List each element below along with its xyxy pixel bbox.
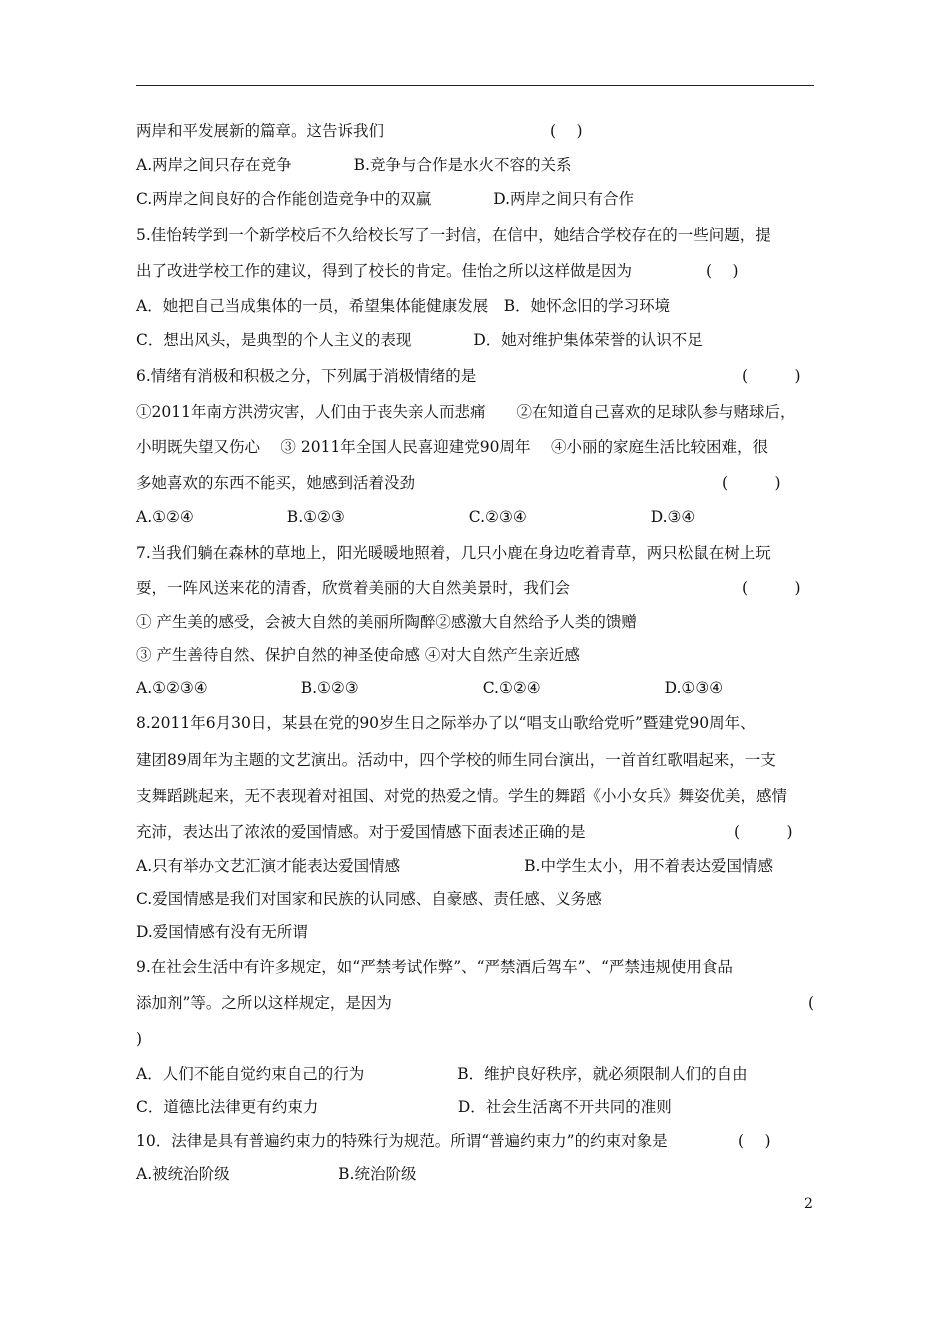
answer-bracket: ( ): [550, 122, 583, 140]
option-line: A.①②④ B.①②③ C.②③④ D.③④: [136, 508, 696, 526]
header-rule: [136, 85, 814, 86]
option-line: A.①②③④ B.①②③ C.①②④ D.①③④: [136, 679, 724, 697]
page-number: 2: [804, 1196, 813, 1212]
text-line: 耍，一阵风送来花的清香，欣赏着美丽的大自然美景时，我们会: [136, 579, 571, 597]
option-line: C.两岸之间良好的合作能创造竞争中的双赢 D.两岸之间只有合作: [136, 190, 635, 208]
text-line: 充沛，表达出了浓浓的爱国情感。对于爱国情感下面表述正确的是: [136, 823, 586, 841]
text-line: 两岸和平发展新的篇章。这告诉我们: [136, 122, 385, 140]
answer-bracket: ( ): [706, 262, 739, 280]
text-line: ① 产生美的感受，会被大自然的美丽所陶醉②感激大自然给予人类的馈赠: [136, 613, 637, 631]
question-8-text: 8.2011年6月30日，某县在党的90岁生日之际举办了以“唱支山歌给党听”暨建党90周年、: [136, 714, 756, 732]
option-line: A.两岸之间只存在竞争 B.竞争与合作是水火不容的关系: [136, 156, 572, 174]
option-line: A.只有举办文艺汇演才能表达爱国情感 B.中学生太小，用不着表达爱国情感: [136, 857, 773, 875]
option-line: D.爱国情感有没有无所谓: [136, 923, 308, 941]
option-line: C.爱国情感是我们对国家和民族的认同感、自豪感、责任感、义务感: [136, 890, 602, 908]
text-line: 添加剂”等。之所以这样规定，是因为: [136, 994, 392, 1012]
text-line: 支舞蹈跳起来，无不表现着对祖国、对党的热爱之情。学生的舞蹈《小小女兵》舞姿优美，感情: [136, 787, 788, 805]
question-9-text: 9.在社会生活中有许多规定，如“严禁考试作弊”、“严禁酒后驾车”、“严禁违规使用食品: [136, 958, 733, 976]
question-5-text: 5.佳怡转学到一个新学校后不久给校长写了一封信，在信中，她结合学校存在的一些问题，提: [136, 226, 771, 244]
answer-bracket: (: [808, 994, 815, 1012]
answer-bracket: ( ): [734, 823, 793, 841]
text-line: 多她喜欢的东西不能买，她感到活着没劲: [136, 474, 416, 492]
text-line: ③ 产生善待自然、保护自然的神圣使命感 ④对大自然产生亲近感: [136, 646, 580, 664]
text-line: 出了改进学校工作的建议，得到了校长的肯定。佳怡之所以这样做是因为: [136, 262, 633, 280]
question-6-text: 6.情绪有消极和积极之分，下列属于消极情绪的是: [136, 367, 477, 385]
option-line: A．她把自己当成集体的一员，希望集体能健康发展 B．她怀念旧的学习环境: [136, 297, 671, 315]
answer-bracket: ( ): [742, 367, 801, 385]
text-line: 建团89周年为主题的文艺演出。活动中，四个学校的师生同台演出，一首首红歌唱起来，一支: [136, 751, 776, 769]
option-line: C．道德比法律更有约束力 D．社会生活离不开共同的准则: [136, 1098, 672, 1116]
text-line: ): [136, 1030, 143, 1048]
answer-bracket: ( ): [738, 1132, 771, 1150]
question-10-text: 10．法律是具有普遍约束力的特殊行为规范。所谓“普遍约束力”的约束对象是: [136, 1132, 668, 1150]
question-7-text: 7.当我们躺在森林的草地上，阳光暖暖地照着，几只小鹿在身边吃着青草，两只松鼠在树上玩: [136, 544, 771, 562]
option-line: A.被统治阶级 B.统治阶级: [136, 1165, 417, 1183]
option-line: C．想出风头，是典型的个人主义的表现 D．她对维护集体荣誉的认识不足: [136, 331, 703, 349]
text-line: 小明既失望又伤心 ③ 2011年全国人民喜迎建党90周年 ④小丽的家庭生活比较困难，很: [136, 438, 768, 456]
answer-bracket: ( ): [742, 579, 801, 597]
answer-bracket: ( ): [722, 474, 781, 492]
option-line: A．人们不能自觉约束自己的行为 B．维护良好秩序，就必须限制人们的自由: [136, 1065, 748, 1083]
text-line: ①2011年南方洪涝灾害，人们由于丧失亲人而悲痛 ②在知道自己喜欢的足球队参与赌球后，: [136, 403, 796, 421]
